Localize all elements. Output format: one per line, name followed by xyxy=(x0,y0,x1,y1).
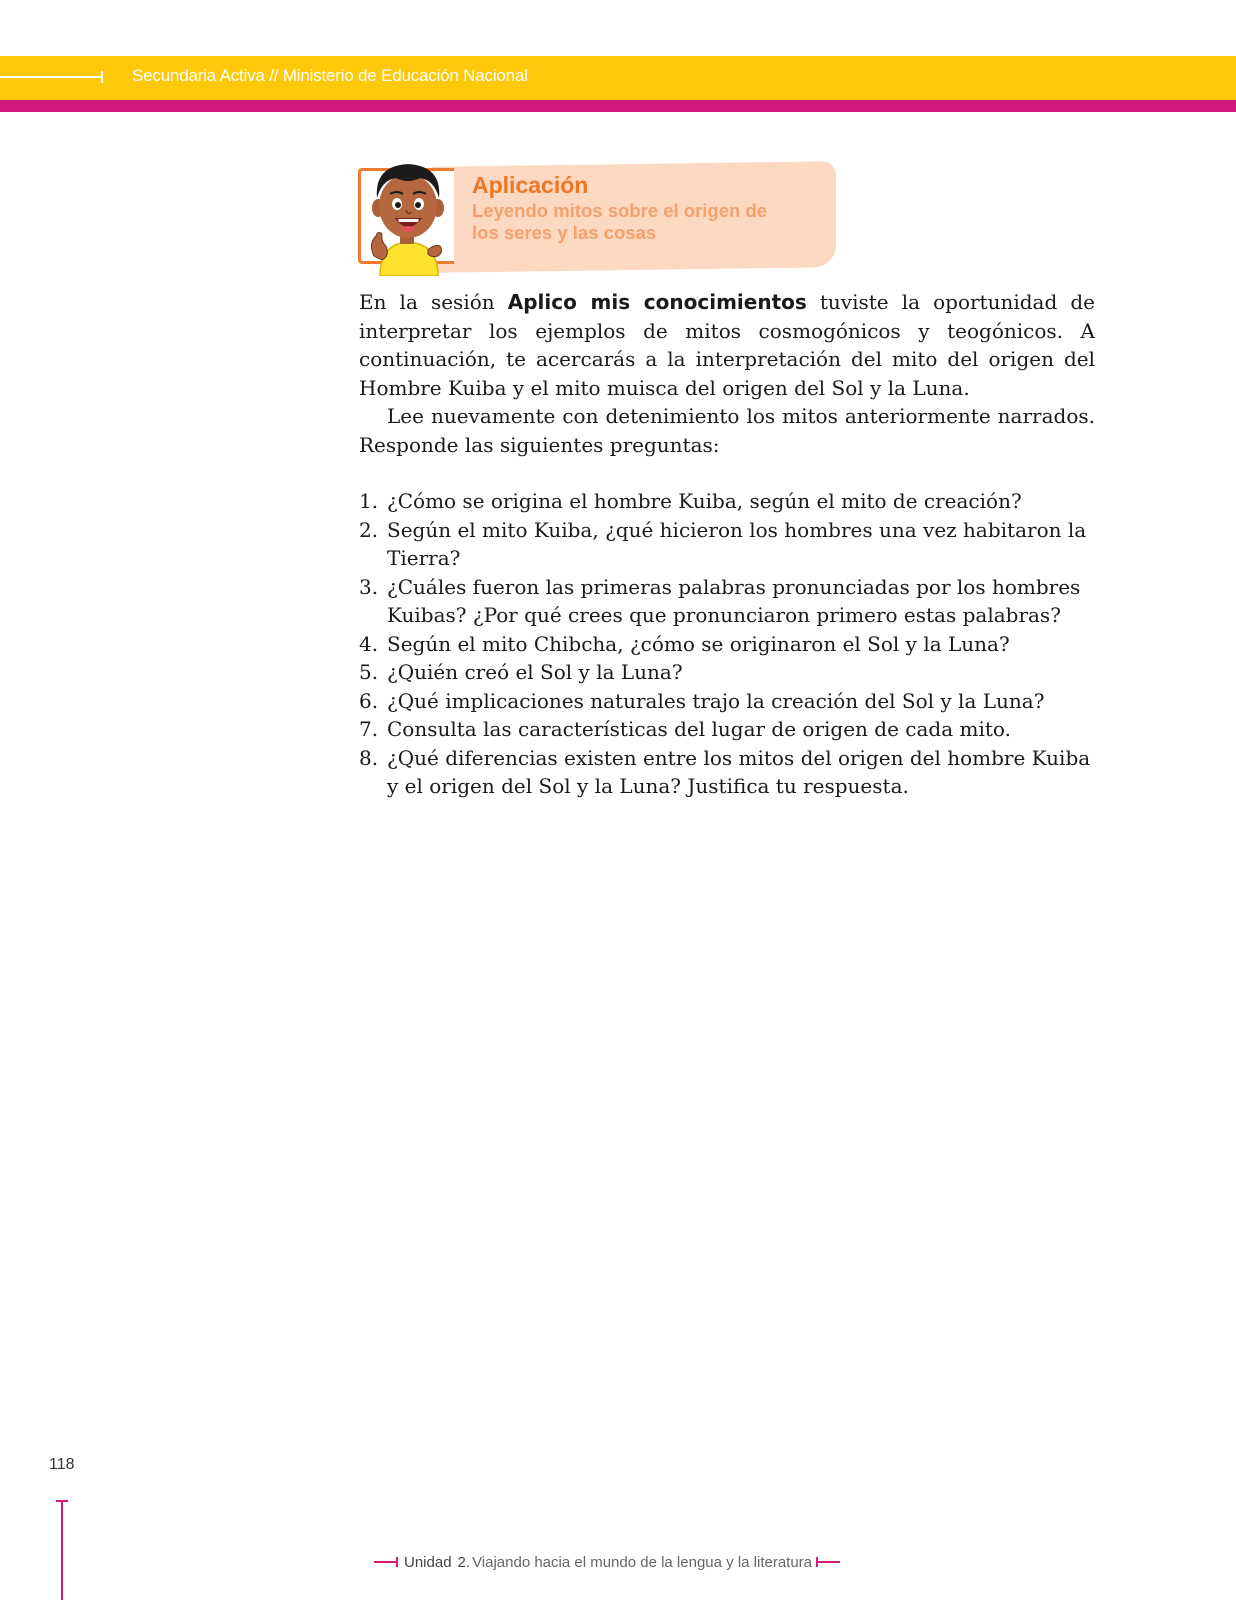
question-text: Consulta las características del lugar de origen de cada mito. xyxy=(387,717,1011,741)
question-number: 6. xyxy=(359,688,379,713)
question-text: ¿Cómo se origina el hombre Kuiba, según el mito de creación? xyxy=(387,489,1022,513)
footer-unit-title: Viajando hacia el mundo de la lengua y la literatura xyxy=(472,1553,813,1571)
question-number: 3. xyxy=(359,574,379,599)
question-list xyxy=(359,487,1095,801)
main-content xyxy=(359,288,1095,801)
question-text: Según el mito Chibcha, ¿cómo se originaron el Sol y la Luna? xyxy=(387,631,1010,656)
header-rule-tick xyxy=(101,71,103,83)
question-item xyxy=(359,630,1095,659)
question-item xyxy=(359,516,1095,573)
banner-subtitle-line-2: los seres y las cosas xyxy=(472,222,657,243)
header-title: Secundaria Activa // Ministerio de Educación Nacional xyxy=(132,66,528,85)
question-text: ¿Qué implicaciones naturales trajo la creación del Sol y la Luna? xyxy=(387,688,1045,713)
banner-subtitle-line-1: Leyendo mitos sobre el origen de xyxy=(472,200,768,221)
footer-rule-left xyxy=(374,1561,398,1563)
question-number: 1. xyxy=(359,489,379,513)
question-item xyxy=(359,487,1095,516)
question-item xyxy=(359,687,1095,716)
page-number: 118 xyxy=(49,1456,75,1473)
question-number: 2. xyxy=(359,517,379,542)
margin-rule xyxy=(61,1500,63,1600)
student-avatar-icon xyxy=(368,160,450,276)
question-item xyxy=(359,573,1095,630)
question-item xyxy=(359,715,1095,744)
banner-title: Aplicación xyxy=(472,172,589,198)
question-text: Según el mito Kuiba, ¿qué hicieron los hombres una vez habitaron la Tierra? xyxy=(387,517,1087,570)
question-text: ¿Cuáles fueron las primeras palabras pronunciadas por los hombres Kuibas? ¿Por qué crees que pronunciaron primero estas palabras? xyxy=(387,574,1081,627)
question-text: ¿Qué diferencias existen entre los mitos del origen del hombre Kuiba y el origen del Sol y la Luna? Justifica tu respuesta. xyxy=(387,745,1091,798)
footer-unit-number: 2. xyxy=(457,1553,471,1571)
banner-subtitle xyxy=(472,200,832,244)
footer xyxy=(374,1551,840,1573)
question-item xyxy=(359,658,1095,687)
session-name: Aplico mis conocimientos xyxy=(507,290,807,314)
footer-rule-right xyxy=(816,1561,840,1563)
question-text: ¿Quién creó el Sol y la Luna? xyxy=(387,660,683,684)
intro-text-start: En la sesión xyxy=(359,290,508,314)
question-number: 4. xyxy=(359,631,379,656)
intro-text-end: tuviste la oportunidad de interpretar los ejemplos de mitos cosmogónicos y teogónicos. A continuación, te acercarás a la interpretación del mito del origen del Hombre Kuiba y el mito muisca del origen del Sol y la Luna. xyxy=(359,290,1095,400)
question-number: 7. xyxy=(359,717,379,741)
footer-unit-label: Unidad xyxy=(404,1553,452,1571)
instruction-paragraph: Lee nuevamente con detenimiento los mitos anteriormente narrados. Responde las siguientes preguntas: xyxy=(359,404,1095,457)
question-item xyxy=(359,744,1095,801)
question-number: 8. xyxy=(359,745,379,770)
question-number: 5. xyxy=(359,660,379,684)
intro-paragraph xyxy=(359,288,1095,402)
header-stripe xyxy=(0,100,1236,112)
header-rule xyxy=(0,76,102,78)
section-banner xyxy=(358,160,840,278)
